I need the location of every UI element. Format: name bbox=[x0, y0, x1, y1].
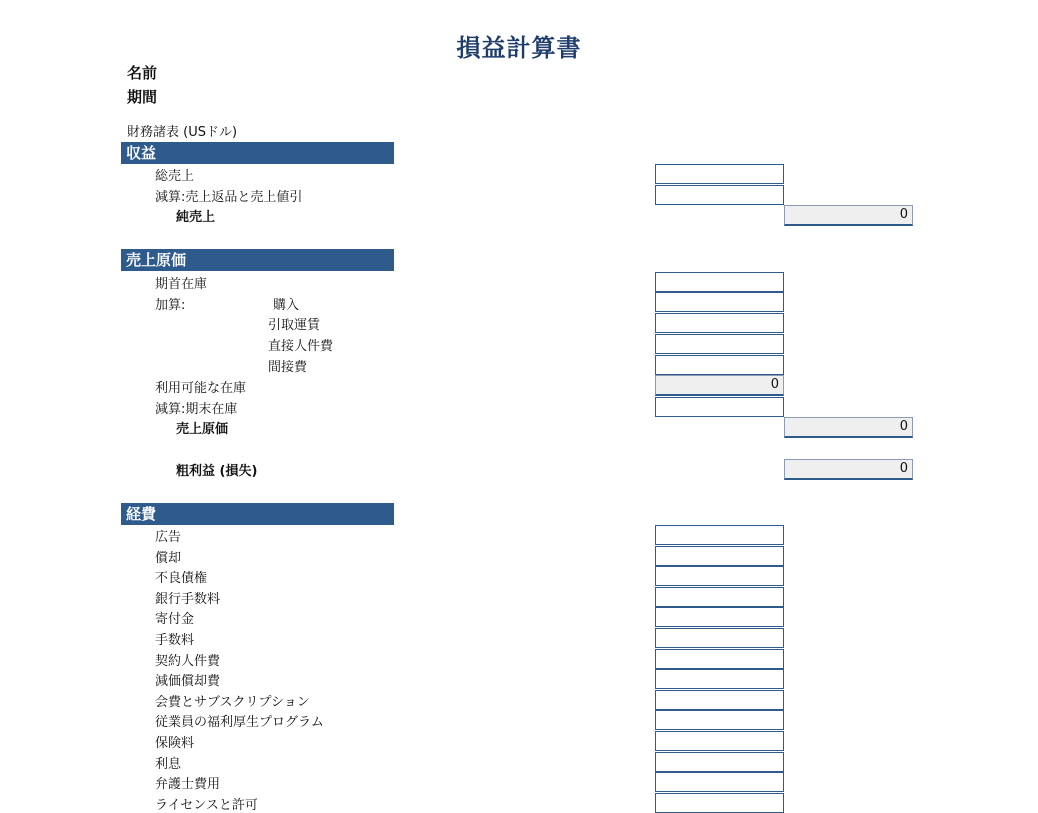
statement-label: 財務諸表 (USドル) bbox=[127, 125, 238, 140]
ending-inventory-input[interactable] bbox=[655, 397, 784, 417]
expense-label: 広告 bbox=[155, 530, 182, 545]
gross-sales-input[interactable] bbox=[655, 164, 784, 184]
expense-input[interactable] bbox=[655, 628, 784, 648]
gross-profit-value: 0 bbox=[784, 459, 913, 480]
expense-label: 契約人件費 bbox=[155, 654, 221, 669]
add-label: 加算: bbox=[155, 298, 186, 313]
returns-label: 減算:売上返品と売上値引 bbox=[155, 190, 303, 205]
page-title: 損益計算書 bbox=[456, 34, 582, 62]
name-label: 名前 bbox=[127, 64, 158, 82]
beginning-inventory-input[interactable] bbox=[655, 272, 784, 292]
expense-input[interactable] bbox=[655, 752, 784, 772]
direct-labor-label: 直接人件費 bbox=[268, 339, 334, 354]
expense-label: 不良債権 bbox=[155, 571, 208, 586]
cogs-total-label: 売上原価 bbox=[176, 422, 229, 437]
expense-input[interactable] bbox=[655, 649, 784, 669]
expense-input[interactable] bbox=[655, 546, 784, 566]
expense-label: 減価償却費 bbox=[155, 674, 221, 689]
available-inventory-value: 0 bbox=[655, 375, 784, 396]
expense-label: 償却 bbox=[155, 551, 182, 566]
expense-input[interactable] bbox=[655, 793, 784, 813]
expense-input[interactable] bbox=[655, 607, 784, 627]
expense-input[interactable] bbox=[655, 772, 784, 792]
freight-input[interactable] bbox=[655, 313, 784, 333]
expense-input[interactable] bbox=[655, 710, 784, 730]
purchases-input[interactable] bbox=[655, 292, 784, 312]
expense-label: 寄付金 bbox=[155, 612, 195, 627]
freight-label: 引取運賃 bbox=[268, 318, 321, 333]
expense-label: 会費とサブスクリプション bbox=[155, 695, 310, 710]
expense-label: 手数料 bbox=[155, 633, 195, 648]
period-label: 期間 bbox=[127, 88, 158, 106]
expense-input[interactable] bbox=[655, 690, 784, 710]
expense-input[interactable] bbox=[655, 669, 784, 689]
overhead-input[interactable] bbox=[655, 355, 784, 375]
expense-input[interactable] bbox=[655, 525, 784, 545]
expense-label: 保険料 bbox=[155, 736, 195, 751]
expense-label: ライセンスと許可 bbox=[155, 798, 258, 813]
returns-input[interactable] bbox=[655, 185, 784, 205]
expense-input[interactable] bbox=[655, 587, 784, 607]
net-sales-label: 純売上 bbox=[176, 210, 216, 225]
purchases-label: 購入 bbox=[273, 298, 300, 313]
expense-label: 弁護士費用 bbox=[155, 777, 221, 792]
net-sales-value: 0 bbox=[784, 205, 913, 226]
cogs-total-value: 0 bbox=[784, 417, 913, 438]
expense-label: 銀行手数料 bbox=[155, 592, 221, 607]
section-header-expenses: 経費 bbox=[121, 503, 394, 525]
overhead-label: 間接費 bbox=[268, 360, 308, 375]
expense-input[interactable] bbox=[655, 731, 784, 751]
ending-inventory-label: 減算:期末在庫 bbox=[155, 402, 238, 417]
beginning-inventory-label: 期首在庫 bbox=[155, 277, 208, 292]
gross-profit-label: 粗利益 (損失) bbox=[176, 464, 258, 479]
expense-label: 従業員の福利厚生プログラム bbox=[155, 715, 324, 730]
section-header-revenue: 収益 bbox=[121, 142, 394, 164]
section-header-cogs: 売上原価 bbox=[121, 249, 394, 271]
gross-sales-label: 総売上 bbox=[155, 169, 195, 184]
expense-input[interactable] bbox=[655, 566, 784, 586]
direct-labor-input[interactable] bbox=[655, 334, 784, 354]
expense-label: 利息 bbox=[155, 757, 182, 772]
available-inventory-label: 利用可能な在庫 bbox=[155, 381, 247, 396]
